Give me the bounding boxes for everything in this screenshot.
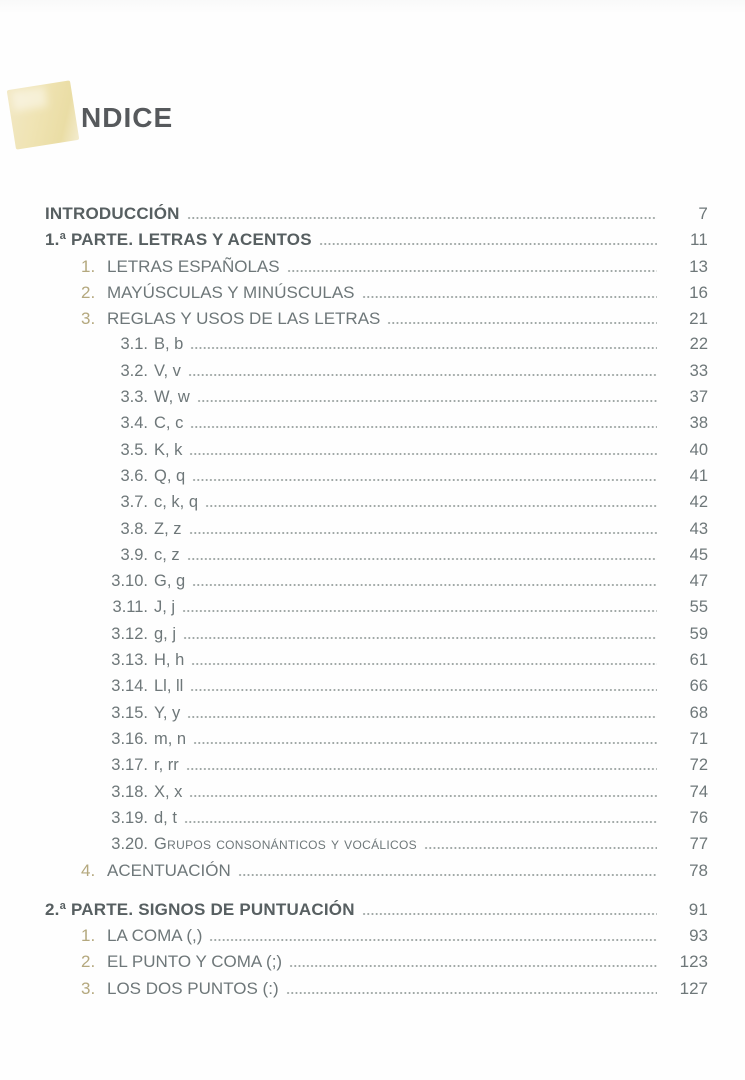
toc-entry-number: 2. — [81, 282, 96, 302]
page-number: 127 — [679, 978, 708, 998]
dot-leader — [362, 296, 657, 298]
toc-entry-label: 1.ª PARTE. LETRAS Y ACENTOS — [45, 230, 312, 250]
toc-entry — [45, 493, 708, 519]
toc-entry-label: Z, z — [154, 519, 182, 538]
page-number: 76 — [689, 808, 708, 827]
toc-entry — [45, 572, 708, 598]
toc-entry-number: 3.7. — [120, 493, 148, 512]
toc-entry-number: 3.5. — [120, 440, 148, 459]
toc-entry-label: J, j — [154, 598, 176, 617]
toc-entry — [45, 257, 708, 283]
toc-entry-label: G, g — [154, 572, 186, 591]
page-number: 16 — [689, 282, 708, 302]
page-number: 123 — [679, 952, 708, 972]
dot-leader — [387, 322, 657, 324]
toc-entry-label: Ll, ll — [154, 677, 184, 696]
toc-entry — [45, 441, 708, 467]
toc-entry-number: 3.9. — [120, 545, 148, 564]
toc-entry-label: Q, q — [154, 466, 186, 485]
page-title: NDICE — [81, 102, 174, 133]
toc-entry-number: 3.18. — [111, 782, 148, 801]
page-number: 45 — [689, 545, 708, 564]
dot-leader — [190, 689, 657, 691]
toc-entry-number: 3.14. — [111, 677, 148, 696]
toc-entry-number: 2. — [81, 952, 96, 972]
page-number: 11 — [689, 230, 708, 250]
toc-entry-number: 3.8. — [120, 519, 148, 538]
toc-entry-label: Grupos consonánticos y vocálicos — [154, 835, 417, 854]
toc-entry — [45, 900, 708, 926]
page-number: 91 — [688, 899, 708, 919]
toc-entry-label: C, c — [154, 414, 184, 433]
toc-entry-label: INTRODUCCIÓN — [45, 204, 180, 223]
toc-entry — [45, 625, 708, 651]
dot-leader — [362, 913, 657, 915]
toc-entry-label: H, h — [154, 651, 185, 670]
decorative-tab — [7, 80, 80, 149]
page-number: 40 — [689, 440, 708, 459]
toc-entry-label: g, j — [154, 624, 177, 643]
toc-entry-label: LOS DOS PUNTOS (:) — [107, 978, 279, 998]
toc-entry-label: LA COMA (,) — [107, 926, 203, 946]
toc-entry — [45, 651, 708, 677]
toc-entry — [45, 952, 708, 978]
toc-entry-number: 3.20. — [111, 835, 148, 854]
page-number: 77 — [689, 835, 708, 854]
dot-leader — [184, 821, 657, 823]
dot-leader — [286, 992, 657, 994]
page-number: 78 — [689, 861, 708, 881]
toc-entry — [45, 979, 708, 1005]
page-number: 22 — [689, 335, 708, 354]
toc-entry-label: K, k — [154, 440, 183, 459]
dot-leader — [189, 795, 657, 797]
toc-entry-number: 3.19. — [111, 808, 148, 827]
toc-entry-label: Y, y — [154, 703, 181, 722]
page-number: 61 — [689, 651, 708, 670]
toc-entry-label: 2.ª PARTE. SIGNOS DE PUNTUACIÓN — [45, 899, 355, 919]
dot-leader — [289, 965, 657, 967]
dot-leader — [188, 374, 657, 376]
dot-leader — [192, 479, 657, 481]
toc-entry — [45, 546, 708, 572]
toc-entry-number: 4. — [81, 861, 96, 881]
toc-entry-number: 3. — [81, 309, 96, 329]
page-number: 42 — [689, 493, 708, 512]
dot-leader — [189, 532, 658, 534]
page-number: 38 — [689, 414, 708, 433]
toc-entry-label: MAYÚSCULAS Y MINÚSCULAS — [107, 282, 355, 302]
toc-entry — [45, 467, 708, 493]
dot-leader — [424, 847, 657, 849]
page-number: 33 — [689, 361, 708, 380]
toc-entry — [45, 926, 708, 952]
page-number: 43 — [689, 519, 708, 538]
dot-leader — [183, 637, 657, 639]
dot-leader — [319, 243, 657, 245]
toc-entry-label: m, n — [154, 729, 187, 748]
toc-entry — [45, 704, 708, 730]
dot-leader — [182, 610, 657, 612]
toc-entry — [45, 783, 708, 809]
toc-entry — [45, 809, 708, 835]
toc-entry-label: ACENTUACIÓN — [107, 861, 231, 881]
toc-entry — [45, 283, 708, 309]
toc-entry-number: 3.17. — [111, 756, 148, 775]
toc-entry-label: X, x — [154, 782, 183, 801]
dot-leader — [238, 874, 657, 876]
toc-entry — [45, 362, 708, 388]
toc-entry — [45, 230, 708, 256]
toc-entry-label: LETRAS ESPAÑOLAS — [107, 256, 280, 276]
toc-entry-number: 3.3. — [120, 388, 148, 407]
toc-entry — [45, 414, 708, 440]
dot-leader — [186, 768, 657, 770]
toc-entry-number: 3.11. — [112, 598, 148, 617]
toc-entry-number: 3.13. — [111, 651, 148, 670]
page-number: 41 — [689, 466, 708, 485]
toc-entry-number: 1. — [81, 926, 96, 946]
toc-entry-number: 3.16. — [111, 729, 148, 748]
toc-entry-number: 3.15. — [111, 703, 148, 722]
dot-leader — [192, 584, 657, 586]
table-of-contents — [45, 204, 708, 1005]
toc-entry-number: 3.12. — [111, 624, 148, 643]
toc-entry — [45, 598, 708, 624]
toc-entry-number: 3.4. — [120, 414, 148, 433]
dot-leader — [193, 742, 657, 744]
page-number: 13 — [689, 256, 708, 276]
toc-entry — [45, 861, 708, 887]
page-number: 47 — [689, 572, 708, 591]
dot-leader — [209, 939, 657, 941]
toc-entry-number: 3.1. — [120, 335, 148, 354]
dot-leader — [191, 663, 657, 665]
toc-entry — [45, 335, 708, 361]
toc-entry-label: V, v — [154, 361, 181, 380]
toc-entry — [45, 388, 708, 414]
toc-entry-label: B, b — [154, 335, 184, 354]
dot-leader — [197, 400, 657, 402]
page-number: 59 — [689, 624, 708, 643]
toc-entry-number: 3.6. — [120, 466, 148, 485]
dot-leader — [189, 453, 657, 455]
page-number: 68 — [689, 703, 708, 722]
toc-entry-label: c, z — [154, 545, 180, 564]
toc-entry-number: 3. — [81, 978, 96, 998]
toc-entry — [45, 309, 708, 335]
page-number: 21 — [689, 309, 708, 329]
dot-leader — [187, 217, 657, 219]
page-number: 74 — [689, 782, 708, 801]
dot-leader — [190, 426, 657, 428]
toc-entry-label: W, w — [154, 388, 190, 407]
toc-entry-label: r, rr — [154, 756, 179, 775]
toc-entry — [45, 677, 708, 703]
page-number: 93 — [689, 926, 708, 946]
toc-entry-number: 3.2. — [120, 361, 148, 380]
dot-leader — [190, 347, 657, 349]
dot-leader — [287, 270, 657, 272]
toc-entry-number: 3.10. — [111, 572, 148, 591]
toc-entry-label: d, t — [154, 808, 177, 827]
page-number: 7 — [698, 204, 708, 223]
dot-leader — [187, 558, 657, 560]
toc-entry — [45, 730, 708, 756]
page-number: 72 — [689, 756, 708, 775]
dot-leader — [205, 505, 657, 507]
toc-entry — [45, 835, 708, 861]
page-number: 37 — [689, 388, 708, 407]
dot-leader — [187, 716, 657, 718]
toc-entry-number: 1. — [81, 256, 96, 276]
toc-entry — [45, 756, 708, 782]
toc-entry — [45, 520, 708, 546]
scan-edge-artifact — [0, 0, 745, 14]
toc-entry-label: REGLAS Y USOS DE LAS LETRAS — [107, 309, 381, 329]
page-number: 55 — [689, 598, 708, 617]
page-number: 66 — [689, 677, 708, 696]
page-number: 71 — [689, 729, 708, 748]
toc-entry-label: c, k, q — [154, 493, 199, 512]
toc-entry — [45, 204, 708, 230]
toc-entry-label: EL PUNTO Y COMA (;) — [107, 952, 283, 972]
